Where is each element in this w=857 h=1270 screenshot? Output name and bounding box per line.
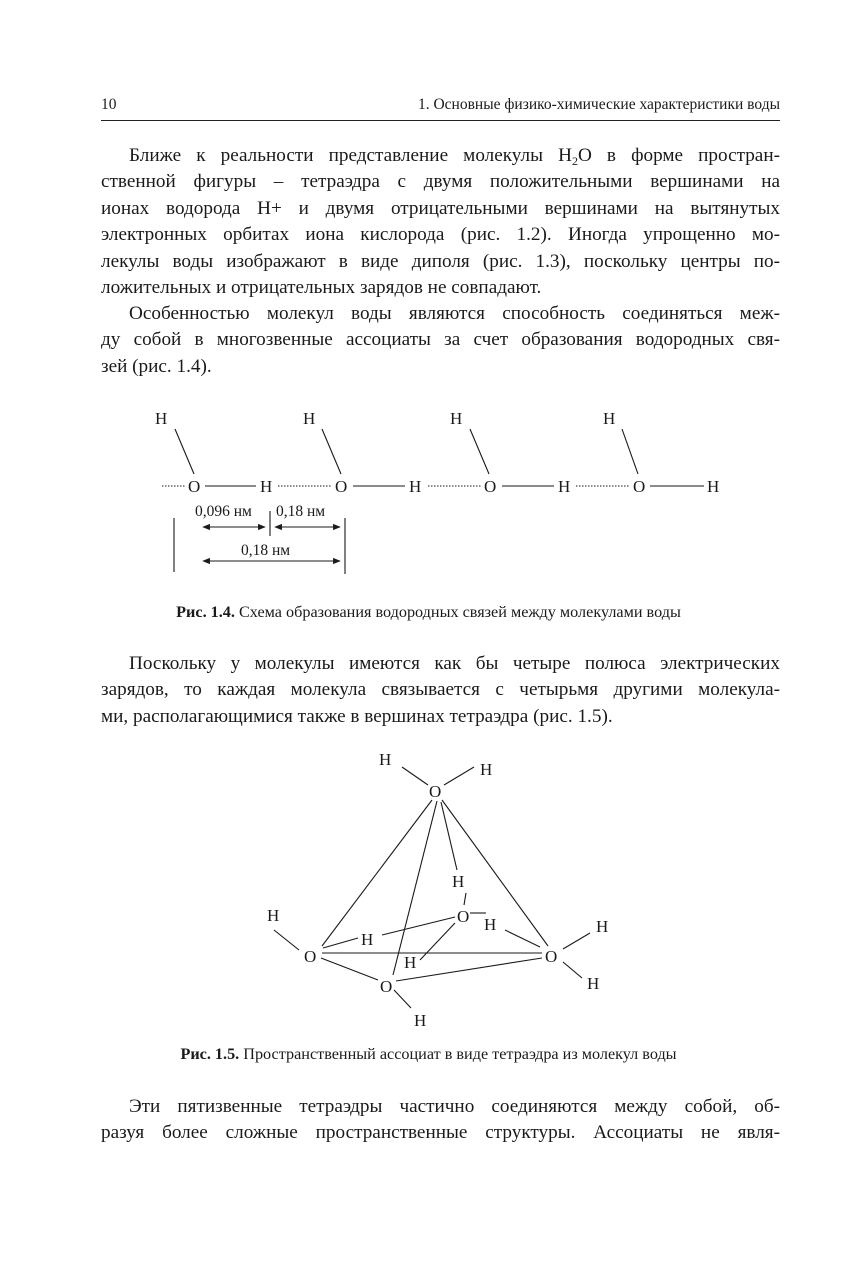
figure-1-4-caption — [0, 603, 857, 622]
fig15-h-top-right: H — [480, 760, 493, 779]
fig15-o-right: O — [545, 947, 558, 966]
paragraph-1-line-4: электронных орбитах иона кислорода (рис. 1.2). Иногда упрощенно мо- — [101, 224, 780, 246]
fig15-h-front: H — [414, 1011, 427, 1030]
fig15-o-top: O — [429, 782, 442, 801]
paragraph-4-line-2: разуя более сложные пространственные структуры. Ассоциаты не явля- — [101, 1122, 780, 1144]
fig14-h-top-3: H — [450, 409, 463, 428]
fig14-h-1: H — [260, 477, 273, 496]
fig15-h-center-right: H — [484, 915, 497, 934]
running-title: 1. Основные физико-химические характеристики воды — [417, 96, 780, 113]
paragraph-1-line-6: ложительных и отрицательных зарядов не совпадают. — [101, 277, 542, 299]
fig14-dist-total: 0,18 нм — [241, 542, 291, 559]
fig14-h-4: H — [707, 477, 720, 496]
fig14-dist-oh: 0,096 нм — [195, 503, 252, 520]
fig15-h-center-top: H — [452, 872, 465, 891]
paragraph-2-line-3: зей (рис. 1.4). — [101, 355, 212, 377]
fig15-h-left-bond: H — [361, 930, 374, 949]
figure-1-5-caption — [0, 1045, 857, 1064]
paragraph-3 — [101, 651, 780, 730]
paragraph-2-line-2: ду собой в многозвенные ассоциаты за счет образования водородных свя- — [101, 329, 780, 351]
fig15-h-right-top: H — [596, 917, 609, 936]
paragraph-1-line-1: Ближе к реальности представление молекулы $H_2O$ в форме простран- — [129, 145, 780, 168]
paragraph-1-line-5: лекулы воды изображают в виде диполя (рис. 1.3), поскольку центры по- — [101, 250, 780, 272]
paragraph-1-line-2: ственной фигуры – тетраэдра с двумя положительными вершинами на — [101, 171, 780, 193]
fig14-o-1: O — [188, 477, 201, 496]
figure-1-4-caption-text: Схема образования водородных связей между молекулами воды — [234, 603, 681, 621]
fig14-h-top-4: H — [603, 409, 616, 428]
fig14-o-3: O — [484, 477, 497, 496]
paragraph-4 — [101, 1094, 780, 1147]
figure-1-4-hydrogen-bond-chain — [0, 395, 857, 585]
paragraph-4-line-1: Эти пятизвенные тетраэдры частично соединяются между собой, об- — [129, 1096, 780, 1117]
fig14-dist-hbond: 0,18 нм — [276, 503, 326, 520]
fig14-h-3: H — [558, 477, 571, 496]
paragraph-3-line-3: ми, располагающимися также в вершинах тетраэдра (рис. 1.5). — [101, 705, 613, 727]
fig14-h-top-2: H — [303, 409, 316, 428]
paragraph-1-line-3: ионах водорода H+ и двумя отрицательными вершинами на вытянутых — [101, 197, 780, 219]
figure-1-4-label: Рис. 1.4. — [176, 603, 235, 621]
fig14-h-top-1: H — [155, 409, 168, 428]
figure-1-5-caption-text: Пространственный ассоциат в виде тетраэдра из молекул воды — [239, 1045, 677, 1063]
fig15-o-front: O — [380, 977, 393, 996]
fig14-o-2: O — [335, 477, 348, 496]
paragraph-3-line-2: зарядов, то каждая молекула связывается с четырьмя другими молекула- — [101, 679, 780, 701]
fig15-o-center: O — [457, 907, 470, 926]
paragraph-3-line-1: Поскольку у молекулы имеются как бы четыре полюса электрических — [129, 653, 780, 674]
fig14-o-4: O — [633, 477, 646, 496]
fig14-h-2: H — [409, 477, 422, 496]
running-header — [101, 94, 780, 121]
fig15-h-center-bottom: H — [404, 953, 417, 972]
fig15-h-left: H — [267, 906, 280, 925]
figure-1-5-label: Рис. 1.5. — [180, 1045, 240, 1063]
fig15-h-right-bottom: H — [587, 974, 600, 993]
fig15-h-top-left: H — [379, 750, 392, 769]
paragraph-2 — [101, 301, 780, 380]
paragraph-2-line-1: Особенностью молекул воды являются способность соединяться меж- — [129, 303, 780, 324]
figure-1-5-tetrahedral-associate — [0, 745, 857, 1035]
fig15-o-left: O — [304, 947, 317, 966]
page-number: 10 — [101, 96, 117, 113]
paragraph-1 — [101, 143, 780, 301]
